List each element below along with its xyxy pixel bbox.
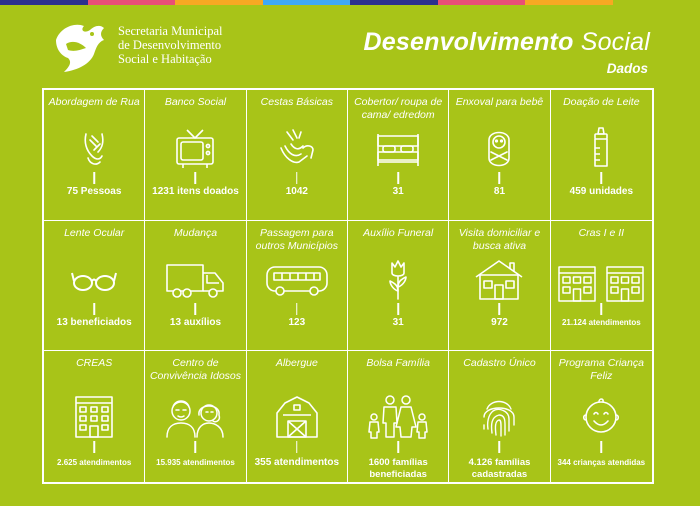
color-segment [175, 0, 263, 5]
card-cobertor [348, 90, 449, 221]
card-value: 344 crianças atendidas [557, 458, 646, 468]
card-value: 21.124 atendimentos [561, 317, 641, 327]
bus-icon [264, 257, 330, 301]
card-lente-ocular [44, 221, 145, 352]
divider-tick [296, 172, 298, 184]
card-label: Cobertor/ roupa de cama/ edredom [354, 96, 443, 121]
card-value: 81 [493, 186, 506, 197]
card-passagem [247, 221, 348, 352]
card-value: 1042 [285, 186, 308, 197]
card-banco-social [145, 90, 246, 221]
card-label: CREAS [76, 357, 113, 370]
color-segment [263, 0, 351, 5]
card-doacao-de-leite [551, 90, 652, 221]
divider-tick [601, 172, 603, 184]
card-label: Abordagem de Rua [48, 96, 140, 108]
hands-icon [70, 126, 118, 170]
color-segment [525, 0, 613, 5]
card-label: Albergue [275, 357, 318, 370]
top-color-bar [0, 0, 700, 5]
card-value: 355 atendimentos [254, 457, 340, 469]
card-auxilio-funeral [348, 221, 449, 352]
card-value: 1231 itens doados [152, 186, 239, 197]
glasses-icon [70, 257, 118, 301]
card-value: 13 auxílios [169, 316, 222, 328]
divider-tick [93, 303, 95, 315]
card-centro-convivencia [145, 351, 246, 482]
card-label: Cadastro Único [463, 357, 536, 370]
card-label: Programa Criança Feliz [558, 357, 644, 383]
bird-logo-icon [50, 20, 110, 76]
color-segment [438, 0, 526, 5]
page-subtitle: Dados [606, 61, 648, 76]
page-title [364, 28, 650, 57]
card-value: 123 [288, 316, 306, 328]
title-bold: Desenvolvimento [363, 28, 574, 56]
card-albergue [247, 351, 348, 482]
divider-tick [195, 303, 197, 315]
card-crianca-feliz [551, 351, 652, 482]
divider-tick [296, 303, 298, 315]
card-label: Lente Ocular [64, 226, 125, 239]
divider-tick [499, 172, 501, 184]
card-label: Enxoval para bebê [455, 96, 544, 108]
fingerprint-icon [475, 395, 523, 439]
divider-tick [397, 172, 399, 184]
data-grid [42, 88, 654, 484]
card-value: 2.625 atendimentos [57, 458, 132, 468]
buildings-icon [557, 261, 645, 305]
card-label: Banco Social [164, 96, 227, 108]
basket-hands-icon [273, 126, 321, 170]
organization-name [118, 24, 222, 66]
family-icon [366, 395, 430, 439]
card-enxoval [449, 90, 550, 221]
org-line: de Desenvolvimento [118, 38, 222, 52]
card-value: 4.126 famílias cadastradas [468, 457, 531, 481]
divider-tick [296, 441, 298, 453]
baby-bottle-icon [577, 126, 625, 170]
card-value: 31 [392, 316, 404, 328]
card-label: Centro de Convivência Idosos [149, 357, 242, 383]
color-segment [350, 0, 438, 5]
card-value: 459 unidades [569, 186, 633, 197]
truck-icon [165, 257, 225, 301]
barn-icon [273, 395, 321, 439]
card-value: 972 [491, 316, 508, 328]
org-line: Secretaria Municipal [118, 24, 223, 38]
card-label: Mudança [173, 226, 218, 239]
card-value: 13 beneficiados [56, 316, 132, 328]
title-light: Social [580, 28, 650, 56]
card-cestas-basicas [247, 90, 348, 221]
divider-tick [397, 303, 399, 315]
divider-tick [195, 172, 197, 184]
house-icon [472, 257, 526, 301]
card-value: 75 Pessoas [66, 186, 122, 197]
card-label: Doação de Leite [563, 96, 640, 108]
bed-icon [374, 126, 422, 170]
card-label: Bolsa Família [366, 357, 430, 370]
card-mudanca [145, 221, 246, 352]
tv-icon [171, 126, 219, 170]
color-segment [0, 0, 88, 5]
baby-icon [475, 126, 523, 170]
divider-tick [93, 172, 95, 184]
card-cras [551, 221, 652, 352]
divider-tick [195, 441, 197, 453]
card-label: Visita domiciliar e busca ativa [458, 226, 541, 252]
card-bolsa-familia [348, 351, 449, 482]
divider-tick [397, 441, 399, 453]
card-abordagem-de-rua [44, 90, 145, 221]
org-line: Social e Habitação [118, 52, 212, 66]
card-label: Cras I e II [578, 226, 625, 239]
card-label: Auxílio Funeral [363, 226, 434, 239]
card-visita-domiciliar [449, 221, 550, 352]
card-label: Cestas Básicas [260, 96, 334, 108]
color-segment [88, 0, 176, 5]
divider-tick [499, 303, 501, 315]
card-label: Passagem para outros Municípios [255, 226, 338, 252]
card-value: 31 [392, 186, 404, 197]
color-segment [613, 0, 700, 5]
elderly-couple-icon [163, 395, 227, 439]
card-value: 15.935 atendimentos [156, 458, 235, 468]
card-creas [44, 351, 145, 482]
divider-tick [499, 441, 501, 453]
smiley-icon [577, 395, 625, 439]
divider-tick [601, 303, 603, 315]
card-cadastro-unico [449, 351, 550, 482]
office-building-icon [70, 395, 118, 439]
divider-tick [601, 441, 603, 453]
flower-icon [374, 257, 422, 301]
divider-tick [93, 441, 95, 453]
card-value: 1600 famílias beneficiadas [368, 457, 428, 481]
